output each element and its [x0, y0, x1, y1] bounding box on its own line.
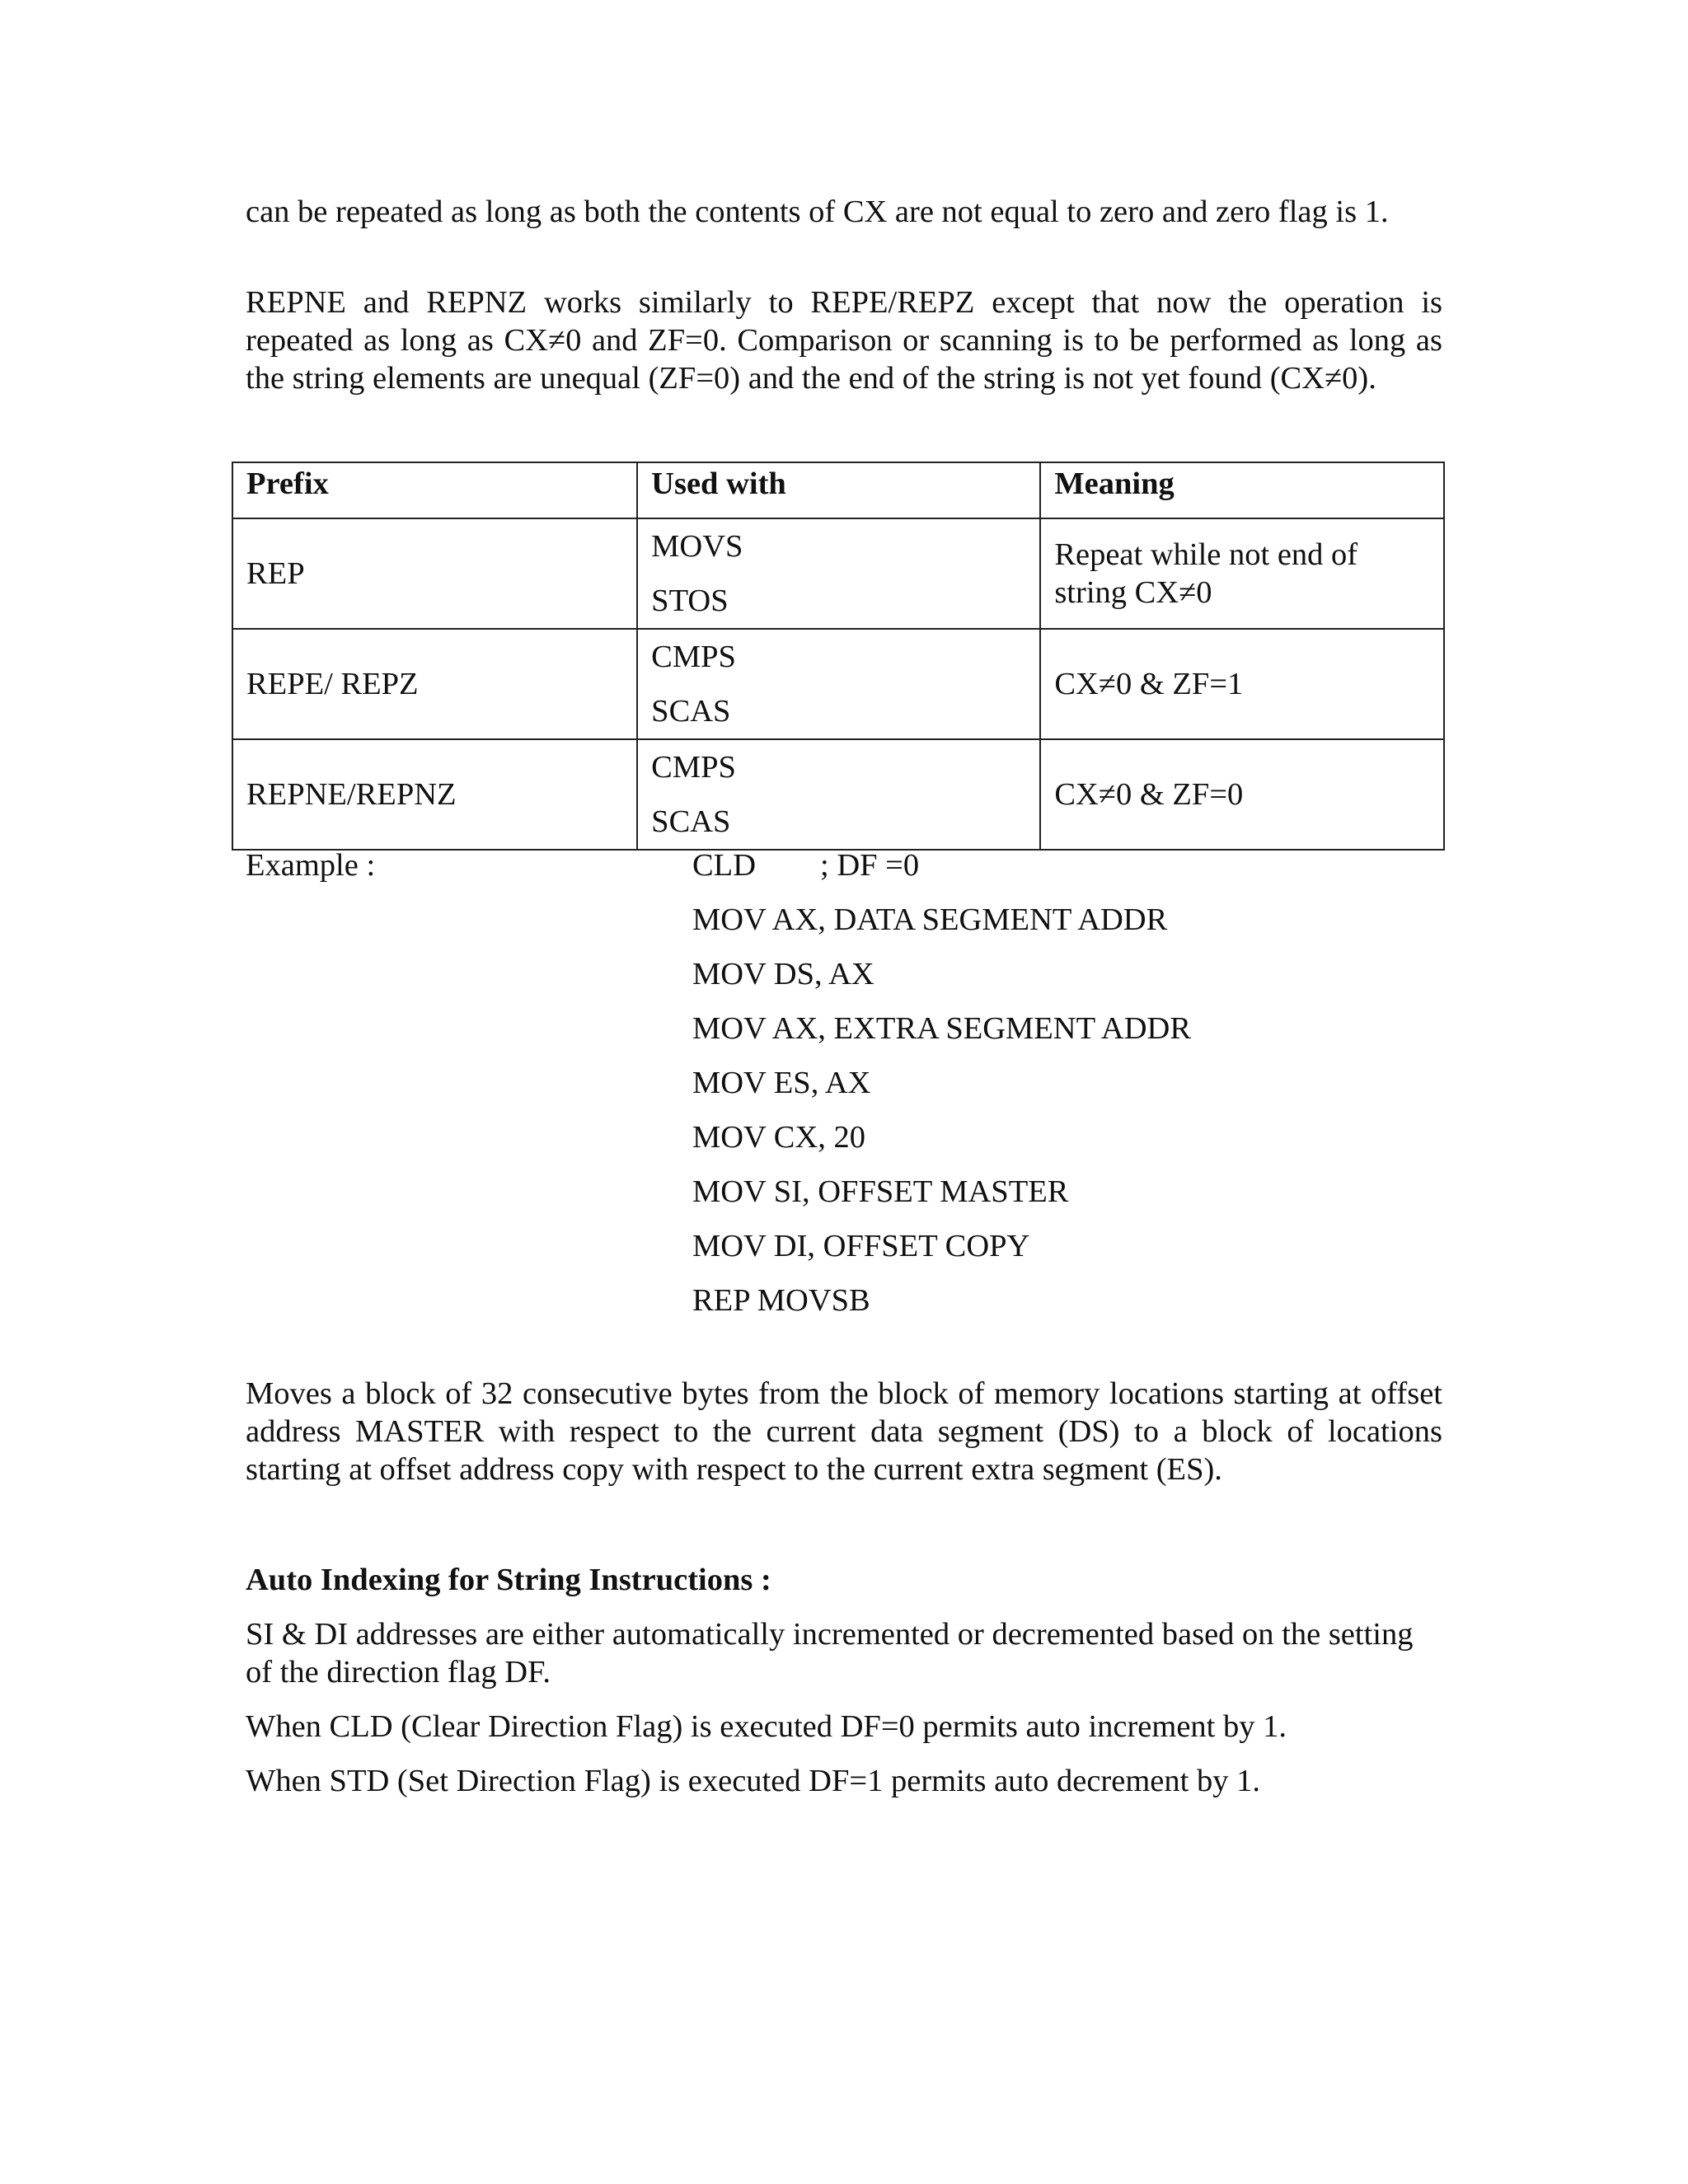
auto-indexing-description: SI & DI addresses are either automatically incremented or decremented based on the setting of the direction flag DF.: [246, 1617, 1414, 1690]
used-with-item: CMPS: [651, 640, 736, 674]
code-line: [692, 846, 1191, 901]
document-page: [246, 0, 1442, 2184]
header-prefix: Prefix: [232, 462, 637, 518]
example-label: Example :: [246, 848, 376, 883]
code-line: MOV AX, DATA SEGMENT ADDR: [692, 902, 1168, 937]
cell-used-with: [637, 739, 1040, 850]
used-with-item: CMPS: [651, 750, 736, 785]
meaning-line: CX≠0 & ZF=1: [1054, 667, 1244, 701]
meaning-line: CX≠0 & ZF=0: [1054, 777, 1244, 812]
header-used-with: Used with: [637, 462, 1040, 518]
cell-meaning: [1040, 518, 1444, 629]
table-row: [232, 739, 1444, 850]
meaning-line: Repeat while not end of: [1054, 537, 1358, 572]
table-row: [232, 629, 1444, 739]
table-header-row: [232, 462, 1444, 518]
code-line: MOV AX, EXTRA SEGMENT ADDR: [692, 1011, 1192, 1046]
cell-prefix: REPE/ REPZ: [232, 629, 637, 739]
code-line: MOV DI, OFFSET COPY: [692, 1229, 1030, 1263]
cld-sentence: When CLD (Clear Direction Flag) is executed DF=0 permits auto increment by 1.: [246, 1709, 1287, 1744]
cell-prefix: REP: [232, 518, 637, 629]
std-sentence: When STD (Set Direction Flag) is executed DF=1 permits auto decrement by 1.: [246, 1764, 1260, 1798]
cell-used-with: [637, 629, 1040, 739]
used-with-item: SCAS: [651, 804, 731, 839]
repne-paragraph: REPNE and REPNZ works similarly to REPE/REPZ except that now the operation is repeated as long as CX≠0 and ZF=0. Comparison or scanning is to be performed as long as the string elements are unequal (ZF=0) and the end of the string is not yet found (CX≠0).: [246, 285, 1442, 396]
auto-indexing-heading: Auto Indexing for String Instructions :: [246, 1563, 771, 1597]
cell-used-with: [637, 518, 1040, 629]
example-code-block: [692, 846, 1191, 1336]
code-line: MOV DS, AX: [692, 957, 874, 991]
code-line: MOV SI, OFFSET MASTER: [692, 1174, 1069, 1209]
code-line: MOV ES, AX: [692, 1066, 871, 1100]
cell-meaning: [1040, 629, 1444, 739]
meaning-line: string CX≠0: [1054, 575, 1212, 610]
used-with-item: SCAS: [651, 694, 731, 729]
code-line: MOV CX, 20: [692, 1120, 866, 1155]
cell-meaning: [1040, 739, 1444, 850]
table-row: [232, 518, 1444, 629]
intro-continuation: can be repeated as long as both the contents of CX are not equal to zero and zero flag is 1.: [246, 194, 1389, 229]
code-comment: ; DF =0: [820, 848, 920, 883]
cell-prefix: REPNE/REPNZ: [232, 739, 637, 850]
explanation-paragraph: Moves a block of 32 consecutive bytes from the block of memory locations starting at offset address MASTER with respect to the current data segment (DS) to a block of locations starting at offset address copy with respect to the current extra segment (ES).: [246, 1376, 1442, 1487]
used-with-item: MOVS: [651, 529, 743, 564]
code-line: REP MOVSB: [692, 1283, 870, 1318]
code-instruction: CLD: [692, 848, 756, 883]
prefix-table: [232, 462, 1445, 851]
header-meaning: Meaning: [1040, 462, 1444, 518]
used-with-item: STOS: [651, 583, 729, 618]
